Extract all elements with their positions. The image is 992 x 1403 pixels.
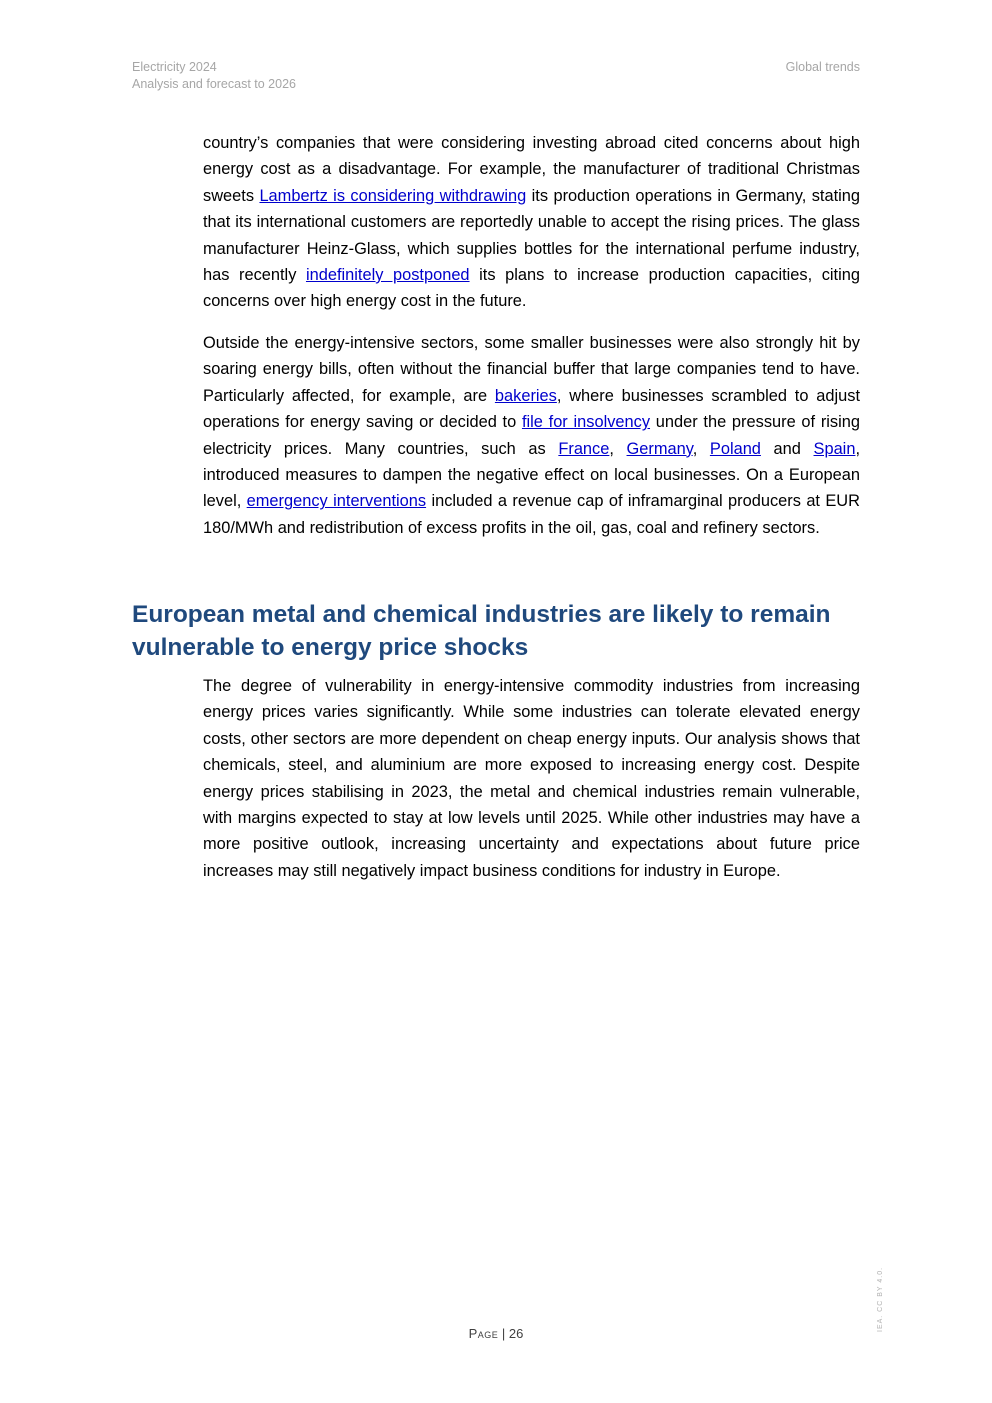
paragraph-2-text: , introduced measures to dampen the negative effect on local businesses. On a European level, (203, 439, 860, 511)
link-emergency-interventions[interactable]: emergency interventions (246, 492, 427, 511)
page-number: 26 (508, 1326, 524, 1341)
link-spain[interactable]: Spain (813, 439, 856, 458)
license-notice: IEA. CC BY 4.0. (877, 1266, 884, 1332)
paragraph-2-text: and (760, 439, 814, 458)
paragraph-1-text: country’s companies that were considering investing abroad cited concerns about high energy cost as a disadvantage. For example, the manufacturer of traditional Christmas sweets (203, 134, 860, 205)
link-bakeries[interactable]: bakeries (494, 386, 557, 405)
paragraph-2-text: , where businesses scrambled to adjust operations for energy saving or decided to (203, 386, 860, 432)
paragraph-1-text: its plans to increase production capacities, citing concerns over high energy cost in the future. (203, 266, 860, 311)
paragraph-2-text: , (692, 439, 710, 458)
link-france[interactable]: France (558, 439, 610, 458)
document-header (132, 59, 296, 93)
page-label: Page (468, 1326, 499, 1341)
paragraph-2 (203, 330, 860, 541)
page-separator: | (498, 1326, 509, 1341)
paragraph-2-text: included a revenue cap of inframarginal producers at EUR 180/MWh and redistribution of excess profits in the oil, gas, coal and refinery sectors. (203, 492, 860, 537)
paragraph-1 (203, 130, 860, 315)
report-title: Electricity 2024 (132, 60, 217, 74)
paragraph-1-text: its production operations in Germany, stating that its international customers are reportedly unable to accept the rising prices. The glass manufacturer Heinz-Glass, which supplies bottles for the international perfume industry, has recently (203, 186, 860, 285)
paragraph-2-text: under the pressure of rising electricity prices. Many countries, such as (203, 413, 861, 458)
section-label: Global trends (785, 60, 860, 74)
paragraph-2-text: , (609, 439, 627, 458)
link-indefinitely-postponed[interactable]: indefinitely postponed (305, 266, 470, 285)
section-heading: European metal and chemical industries are likely to remain vulnerable to energy price shocks (132, 601, 831, 661)
link-germany[interactable]: Germany (626, 439, 693, 458)
link-lambertz[interactable]: Lambertz is considering withdrawing (259, 186, 527, 205)
link-poland[interactable]: Poland (709, 439, 761, 458)
link-file-for-insolvency[interactable]: file for insolvency (521, 413, 651, 432)
page-footer (0, 1326, 992, 1341)
paragraph-3: The degree of vulnerability in energy-intensive commodity industries from increasing energy prices varies significantly. While some industries can tolerate elevated energy costs, other sectors are more dependent on cheap energy inputs. Our analysis shows that chemicals, steel, and aluminium are more exposed to increasing energy cost. Despite energy prices stabilising in 2023, the metal and chemical industries remain vulnerable, with margins expected to stay at low levels until 2025. While other industries may have a more positive outlook, increasing uncertainty and expectations about future price increases may still negatively impact business conditions for industry in Europe. (203, 677, 860, 880)
paragraph-2-text: Outside the energy-intensive sectors, some smaller businesses were also strongly hit by soaring energy bills, often without the financial buffer that large companies tend to have. Particularly affected, for example, are (203, 334, 860, 405)
report-subtitle: Analysis and forecast to 2026 (132, 77, 296, 91)
